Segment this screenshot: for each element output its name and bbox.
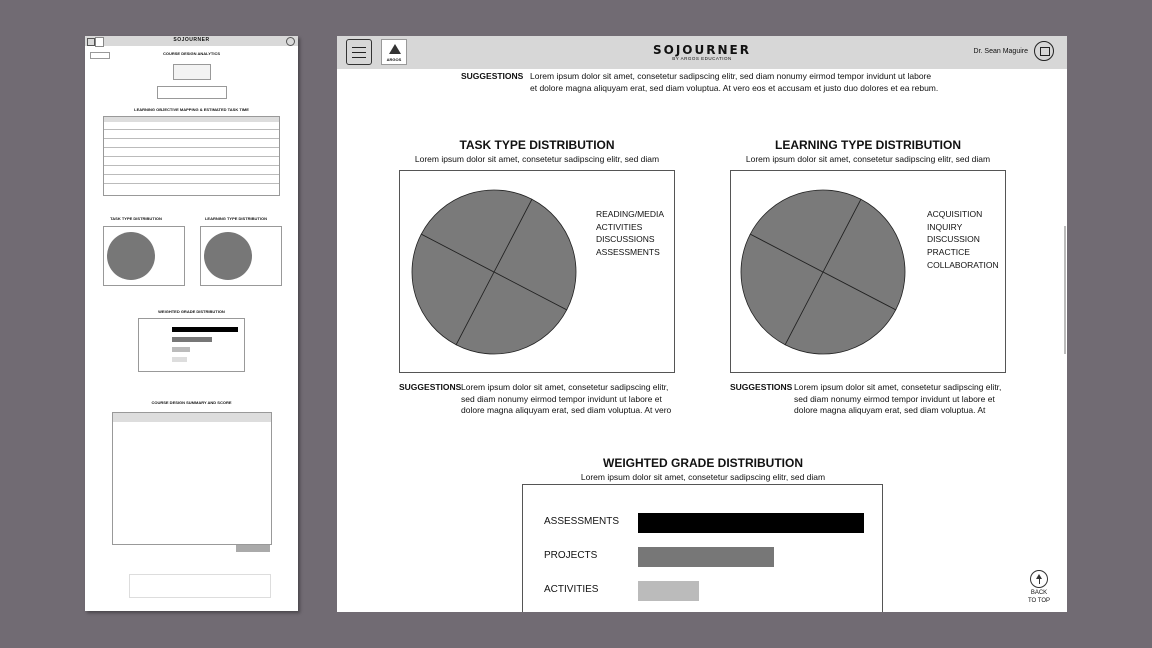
thumb-back-button [90,52,110,59]
thumb-header [85,36,298,46]
top-bar [337,36,1067,69]
thumb-task-title: TASK TYPE DISTRIBUTION [110,216,162,221]
thumb-summary-table [112,412,272,545]
thumb-learning-chart [200,226,282,286]
thumb-avatar-icon [286,37,295,46]
bar-activities [638,581,699,601]
learning-type-chart [730,170,1006,373]
legend-item: DISCUSSION [927,234,980,245]
back-to-top-label-1: BACK [1030,590,1048,596]
thumb-title: COURSE DESIGN ANALYTICS [162,51,221,56]
main-panel[interactable] [337,36,1067,612]
thumb-image-placeholder [173,64,211,80]
bar-assessments [638,513,864,533]
task-suggestions-text: Lorem ipsum dolor sit amet, consetetur sadipscing elitr, sed diam nonumy eirmod tempor invidunt ut labore et dolore magna aliquyam erat, sed diam voluptua. At vero [461,382,672,415]
bar-label-assessments: ASSESSMENTS [544,516,620,527]
legend-item: READING/MEDIA [596,209,665,219]
weighted-grade-subtitle: Lorem ipsum dolor sit amet, consetetur sadipscing elitr, sed diam [580,472,826,482]
thumb-section-title: LEARNING OBJECTIVE MAPPING & ESTIMATED TASK TIME [134,107,249,112]
top-suggestions-text: Lorem ipsum dolor sit amet, consetetur sadipscing elitr, sed diam nonumy eirmod tempor invidunt ut labore et dolore magna aliquyam erat, sed diam voluptua. At vero eos et accusam et justo duo dolores et ea rebum. [530,71,939,93]
legend-item: INQUIRY [927,221,963,232]
legend-item: ACQUISITION [927,209,983,219]
user-avatar-button[interactable] [1034,41,1054,61]
legend-item: COLLABORATION [927,259,999,270]
task-type-title: TASK TYPE DISTRIBUTION [459,138,615,152]
brand-subtitle: BY ARGOS EDUCATION [672,56,732,61]
image-icon [1040,47,1050,56]
bar-projects [638,547,774,567]
weighted-grade-chart [522,484,883,612]
weighted-grade-title: WEIGHTED GRADE DISTRIBUTION [603,456,803,470]
legend-item: ASSESSMENTS [596,247,660,258]
bar-label-projects: PROJECTS [544,550,598,561]
page-thumbnail[interactable] [85,36,298,611]
thumb-weighted-chart [138,318,245,372]
legend-item: ACTIVITIES [596,221,643,232]
thumb-learning-title: LEARNING TYPE DISTRIBUTION [204,216,267,221]
logo-label: ARGOS [386,57,402,62]
user-name: Dr. Sean Maguire [973,48,1028,55]
learning-type-subtitle: Lorem ipsum dolor sit amet, consetetur sadipscing elitr, sed diam [745,154,991,164]
thumb-search-box [157,86,227,99]
back-to-top-label-2: TO TOP [1027,598,1050,604]
brand-title: SOJOURNER [653,43,751,57]
thumb-brand: SOJOURNER [173,37,210,43]
back-to-top-button[interactable] [1023,570,1055,604]
learning-suggestions-label: SUGGESTIONS [730,382,793,392]
learning-type-title: LEARNING TYPE DISTRIBUTION [774,138,961,152]
task-type-pie-svg [400,171,674,372]
task-type-chart [399,170,675,373]
learning-suggestions-text: Lorem ipsum dolor sit amet, consetetur sadipscing elitr, sed diam nonumy eirmod tempor invidunt ut labore et dolore magna aliquyam erat, sed diam voluptua. At [794,382,1002,415]
thumb-objective-table [103,116,280,196]
thumb-total-score [236,545,270,552]
learning-type-legend [927,208,999,272]
task-type-subtitle: Lorem ipsum dolor sit amet, consetetur sadipscing elitr, sed diam [414,154,660,164]
task-suggestions-label: SUGGESTIONS [399,382,462,392]
task-type-legend [596,208,664,259]
thumb-suggestions [129,574,271,598]
scrollbar[interactable] [1064,226,1066,354]
thumb-weighted-title: WEIGHTED GRADE DISTRIBUTION [158,309,225,314]
bar-label-activities: ACTIVITIES [544,584,599,595]
legend-item: PRACTICE [927,247,970,258]
thumb-summary-title: COURSE DESIGN SUMMARY AND SCORE [151,400,232,405]
arrow-up-circle-icon [1030,570,1048,588]
top-suggestions-label: SUGGESTIONS [461,71,524,81]
thumb-task-chart [103,226,185,286]
legend-item: DISCUSSIONS [596,234,655,245]
